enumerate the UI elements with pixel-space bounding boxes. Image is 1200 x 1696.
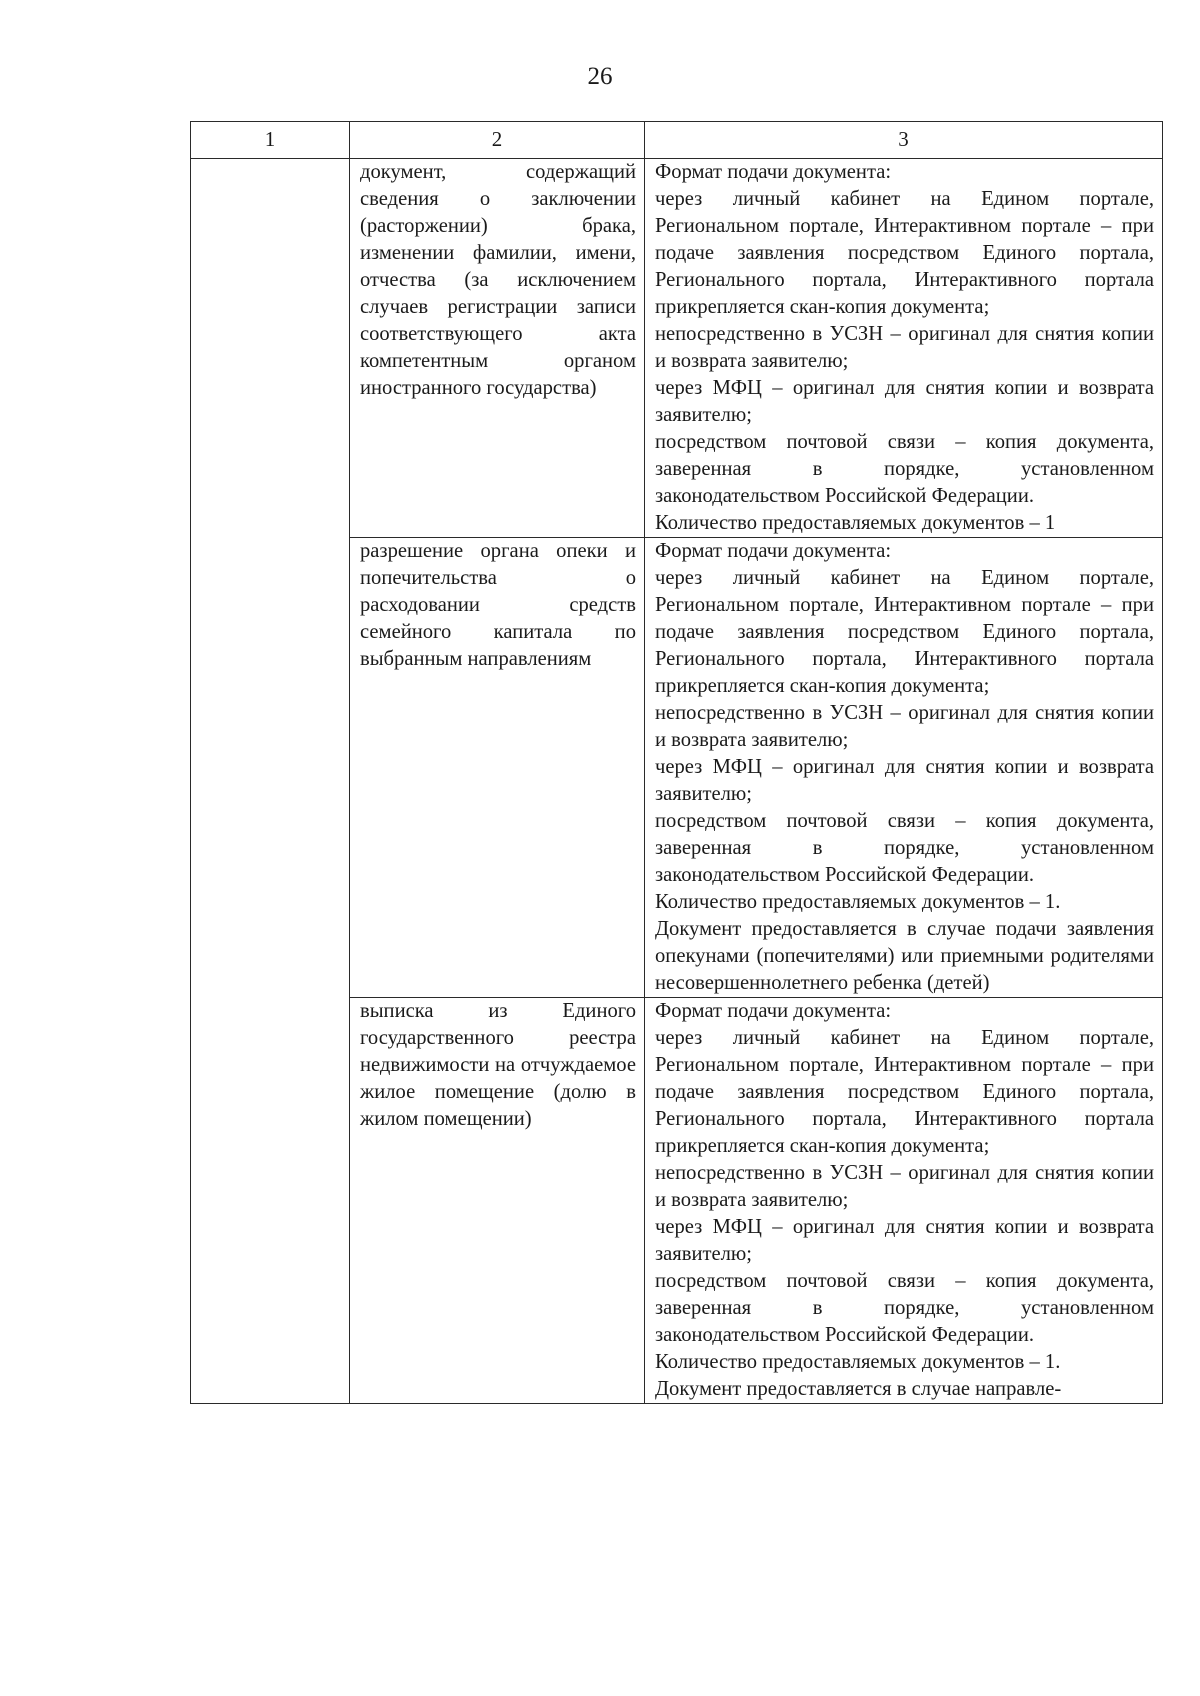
empty-cell (191, 159, 350, 1404)
format-line: посредством почтовой связи – копия документа, заверенная в порядке, установленном законодательством Российской Федерации. (655, 431, 1154, 507)
document-name: выписка из Единого государственного реестра недвижимости на отчуждаемое жилое помещение (долю в жилом помещении) (360, 1000, 636, 1130)
document-name-cell (350, 538, 645, 998)
submission-format-cell (645, 998, 1163, 1404)
format-line: Документ предоставляется в случае подачи заявления опекунами (попечителями) или приемными родителями несовершеннолетнего ребенка (детей) (655, 918, 1154, 994)
format-line: Количество предоставляемых документов – 1. (655, 891, 1061, 913)
format-line: непосредственно в УСЗН – оригинал для снятия копии и возврата заявителю; (655, 702, 1154, 751)
table-header-row (191, 122, 1163, 159)
format-line: непосредственно в УСЗН – оригинал для снятия копии и возврата заявителю; (655, 323, 1154, 372)
document-name-cell (350, 159, 645, 538)
page-number: 26 (587, 63, 613, 90)
format-line: Документ предоставляется в случае направле- (655, 1378, 1062, 1400)
submission-format-cell (645, 538, 1163, 998)
document-name: документ, содержащий сведения о заключении (расторжении) брака, изменении фамилии, имени, отчества (за исключением случаев регистрации записи соответствующего акта компетентным органом иностранного государства) (360, 161, 636, 399)
format-line: Количество предоставляемых документов – 1 (655, 512, 1056, 534)
format-line: через личный кабинет на Едином портале, Региональном портале, Интерактивном портале – при подаче заявления посредством Единого портала, Регионального портала, Интерактивного портала прикрепляется скан-копия документа; (655, 1027, 1154, 1157)
document-name: разрешение органа опеки и попечительства о расходовании средств семейного капитала по выбранным направлениям (360, 540, 636, 670)
format-line: через МФЦ – оригинал для снятия копии и возврата заявителю; (655, 377, 1154, 426)
format-line: через личный кабинет на Едином портале, Региональном портале, Интерактивном портале – при подаче заявления посредством Единого портала, Регионального портала, Интерактивного портала прикрепляется скан-копия документа; (655, 188, 1154, 318)
submission-format-cell (645, 159, 1163, 538)
column-header-1: 1 (191, 122, 350, 159)
format-line: через личный кабинет на Едином портале, Региональном портале, Интерактивном портале – при подаче заявления посредством Единого портала, Регионального портала, Интерактивного портала прикрепляется скан-копия документа; (655, 567, 1154, 697)
column-header-3: 3 (645, 122, 1163, 159)
requirements-table (190, 121, 1163, 1404)
format-line: Формат подачи документа: (655, 161, 892, 183)
format-line: Формат подачи документа: (655, 540, 892, 562)
format-line: через МФЦ – оригинал для снятия копии и возврата заявителю; (655, 756, 1154, 805)
format-line: посредством почтовой связи – копия документа, заверенная в порядке, установленном законодательством Российской Федерации. (655, 1270, 1154, 1346)
format-line: Количество предоставляемых документов – 1. (655, 1351, 1061, 1373)
format-line: Формат подачи документа: (655, 1000, 892, 1022)
format-line: непосредственно в УСЗН – оригинал для снятия копии и возврата заявителю; (655, 1162, 1154, 1211)
document-name-cell (350, 998, 645, 1404)
format-line: посредством почтовой связи – копия документа, заверенная в порядке, установленном законодательством Российской Федерации. (655, 810, 1154, 886)
format-line: через МФЦ – оригинал для снятия копии и возврата заявителю; (655, 1216, 1154, 1265)
column-header-2: 2 (350, 122, 645, 159)
table-row (191, 159, 1163, 538)
